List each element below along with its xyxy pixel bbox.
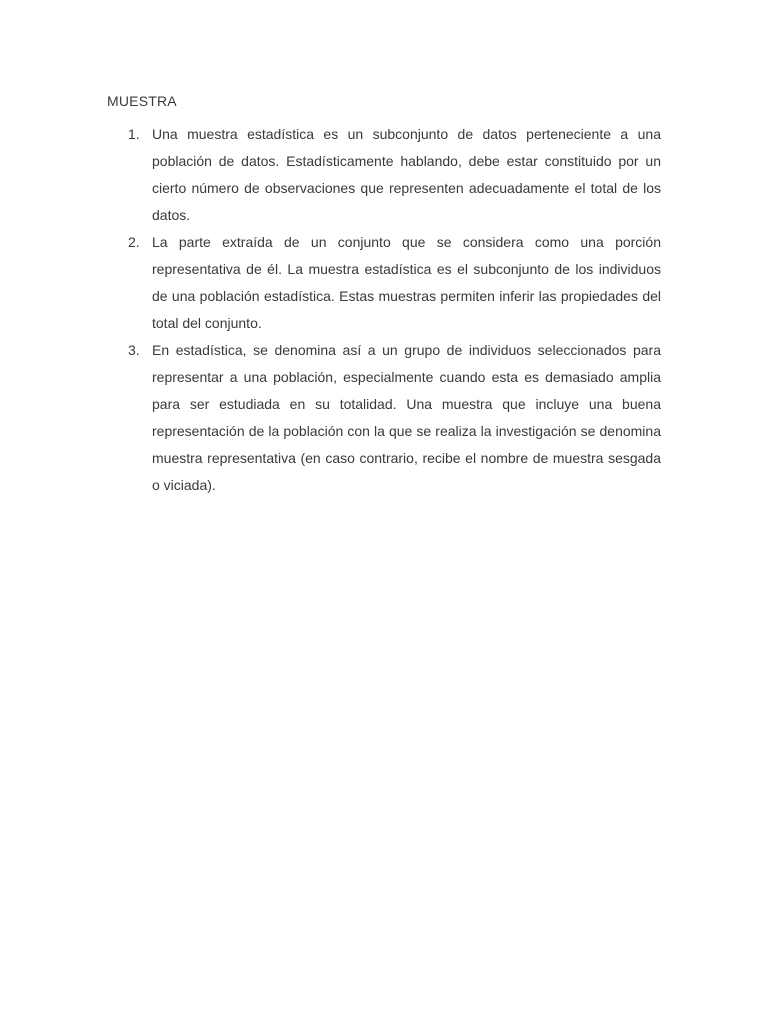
list-item-text: Una muestra estadística es un subconjunto de datos perteneciente a una población de datos. Estadísticamente hablando, debe estar constituido por un cierto número de observaciones que representen adecuadamente el total de los datos. bbox=[152, 126, 661, 223]
numbered-list bbox=[107, 121, 661, 499]
list-item-number: 1. bbox=[128, 126, 140, 142]
list-item-number: 2. bbox=[128, 234, 140, 250]
list-item bbox=[107, 229, 661, 337]
document-title: MUESTRA bbox=[107, 93, 177, 109]
list-item-number: 3. bbox=[128, 342, 140, 358]
list-item bbox=[107, 121, 661, 229]
list-item bbox=[107, 337, 661, 499]
list-item-text: La parte extraída de un conjunto que se considera como una porción representativa de él. La muestra estadística es el subconjunto de los individuos de una población estadística. Estas muestras permiten inferir las propiedades del total del conjunto. bbox=[152, 234, 661, 331]
list-item-text: En estadística, se denomina así a un grupo de individuos seleccionados para representar a una población, especialmente cuando esta es demasiado amplia para ser estudiada en su totalidad. Una muestra que incluye una buena representación de la población con la que se realiza la investigación se denomina muestra representativa (en caso contrario, recibe el nombre de muestra sesgada o viciada). bbox=[152, 342, 661, 493]
